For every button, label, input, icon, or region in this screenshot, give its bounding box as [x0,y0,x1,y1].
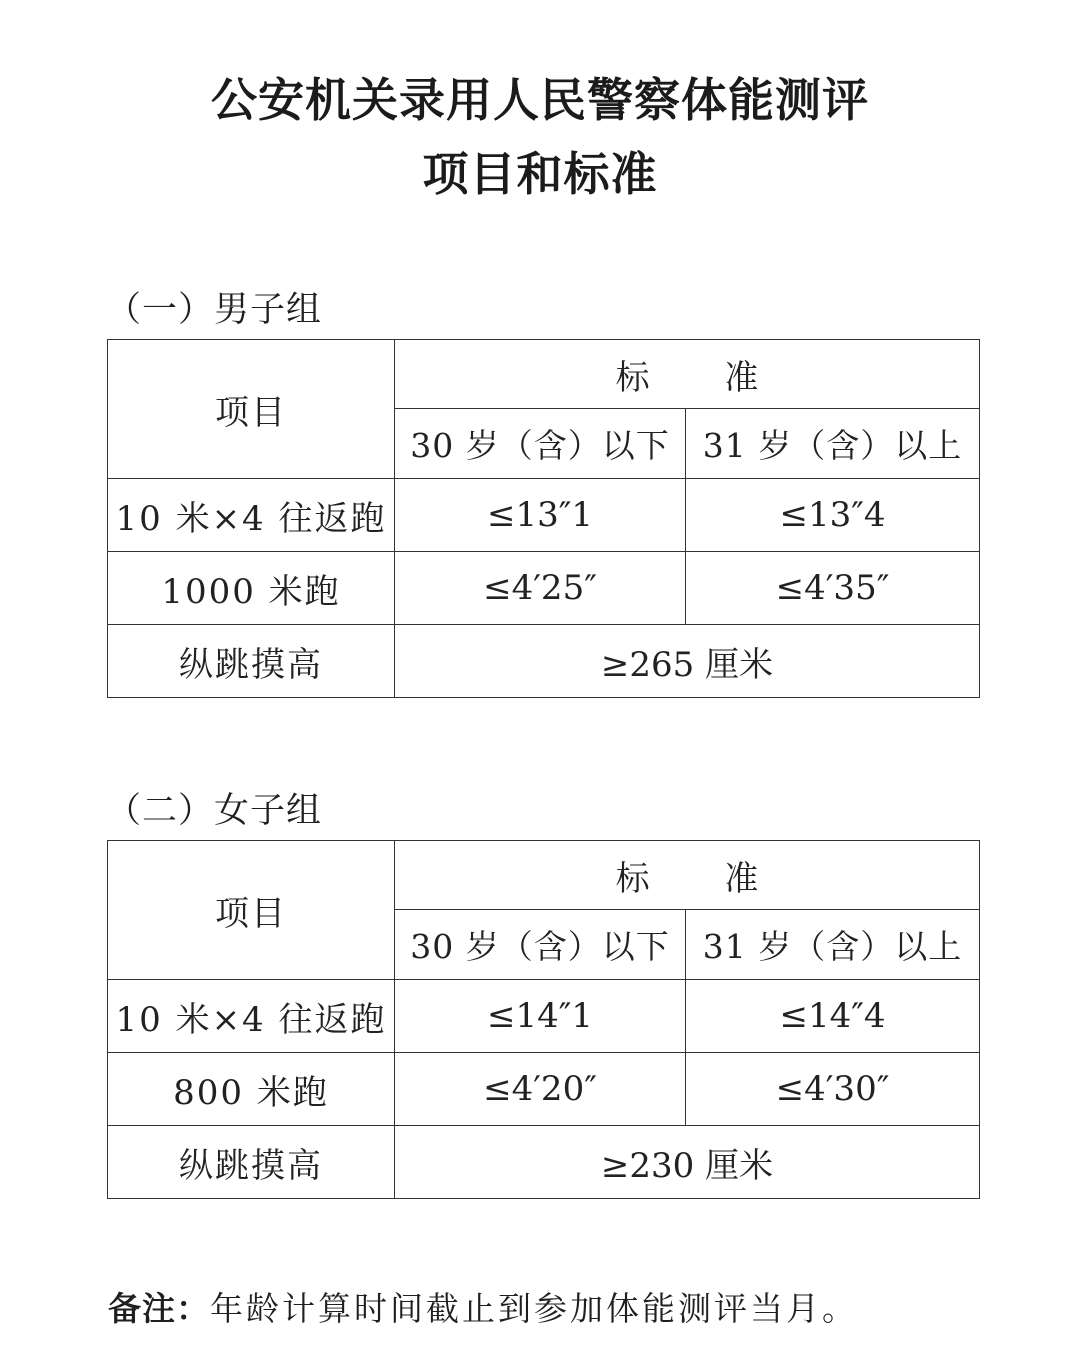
item-header-cell: 项目 [108,340,395,479]
over-31-cell: ≤13″4 [686,479,980,552]
age-over-31-header: 31 岁（含）以上 [686,409,980,479]
standard-header-cell: 标 准 [395,841,980,910]
item-cell: 纵跳摸高 [108,625,395,698]
table-row [108,1053,980,1126]
age-under-30-header: 30 岁（含）以下 [395,910,686,980]
table-row [108,980,980,1053]
age-over-31-header: 31 岁（含）以上 [686,910,980,980]
female-group-heading: （二）女子组 [106,791,323,831]
female-standards-table [107,840,980,1199]
under-30-cell: ≤13″1 [395,479,686,552]
under-30-cell: ≤4′25″ [395,552,686,625]
table-header-row [108,340,980,409]
over-31-cell: ≤4′35″ [686,552,980,625]
item-cell: 1000 米跑 [108,552,395,625]
footnote [108,1283,858,1330]
table-row [108,625,980,698]
merged-standard-cell: ≥265 厘米 [395,625,980,698]
item-header-cell: 项目 [108,841,395,980]
footnote-text: 年龄计算时间截止到参加体能测评当月。 [210,1289,858,1328]
table-row [108,552,980,625]
over-31-cell: ≤14″4 [686,980,980,1053]
table-row [108,479,980,552]
merged-standard-cell: ≥230 厘米 [395,1126,980,1199]
under-30-cell: ≤4′20″ [395,1053,686,1126]
footnote-label: 备注： [108,1289,210,1328]
item-cell: 纵跳摸高 [108,1126,395,1199]
item-cell: 800 米跑 [108,1053,395,1126]
male-standards-table [107,339,980,698]
document-title: 公安机关录用人民警察体能测评 [211,73,869,127]
table-row [108,1126,980,1199]
male-group-heading: （一）男子组 [106,290,323,330]
table-header-row [108,841,980,910]
item-cell: 10 米×4 往返跑 [108,980,395,1053]
over-31-cell: ≤4′30″ [686,1053,980,1126]
under-30-cell: ≤14″1 [395,980,686,1053]
standard-header-cell: 标 准 [395,340,980,409]
age-under-30-header: 30 岁（含）以下 [395,409,686,479]
document-subtitle: 项目和标准 [422,147,658,201]
item-cell: 10 米×4 往返跑 [108,479,395,552]
